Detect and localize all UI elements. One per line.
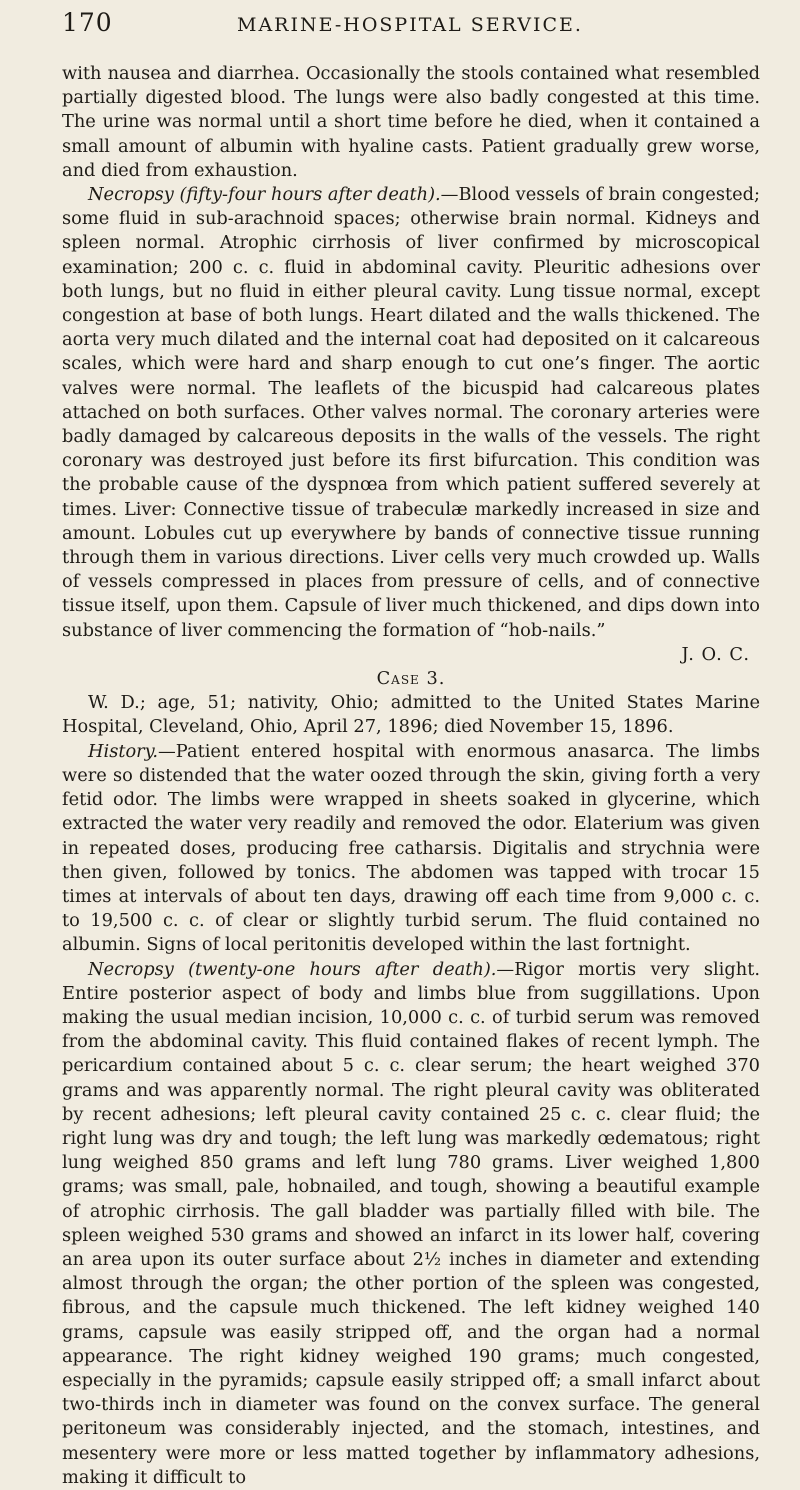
necropsy-label: Necropsy (twenty-one hours after death).: [88, 958, 497, 980]
running-title: MARINE-HOSPITAL SERVICE.: [237, 14, 583, 36]
page-body: [62, 62, 760, 1490]
necropsy-text: —Blood vessels of brain congested; some fluid in sub-arachnoid spaces; otherwise brain normal. Kidneys and spleen normal. Atrophic cirrhosis of liver confirmed by microscopical examination; 200 c. c. fluid in abdominal cavity. Pleuritic adhesions over both lungs, but no fluid in either pleural cavity. Lung tissue normal, except congestion at base of both lungs. Heart dilated and the walls thickened. The aorta very much dilated and the internal coat had deposited on it calcareous scales, which were hard and sharp enough to cut one’s finger. The aortic valves were normal. The leaflets of the bicuspid had calcareous plates attached on both surfaces. Other valves normal. The coronary arteries were badly damaged by calcareous deposits in the walls of the vessels. The right coronary was destroyed just before its first bifurcation. This condition was the probable cause of the dyspnœa from which patient suffered severely at times. Liver: Connective tissue of trabeculæ markedly increased in size and amount. Lobules cut up everywhere by bands of connective tissue running through them in various directions. Liver cells very much crowded up. Walls of vessels compressed in places from pressure of cells, and of connective tissue itself, upon them. Capsule of liver much thickened, and dips down into substance of liver commencing the formation of “hob-nails.”: [62, 184, 760, 641]
necropsy-text: —Rigor mortis very slight. Entire posterior aspect of body and limbs blue from suggillations. Upon making the usual median incision, 10,000 c. c. of turbid serum was removed from the abdominal cavity. This fluid contained flakes of recent lymph. The pericardium contained about 5 c. c. clear serum; the heart weighed 370 grams and was apparently normal. The right pleural cavity was obliterated by recent adhesions; left pleural cavity contained 25 c. c. clear fluid; the right lung was dry and tough; the left lung was markedly œdematous; right lung weighed 850 grams and left lung 780 grams. Liver weighed 1,800 grams; was small, pale, hobnailed, and tough, showing a beautiful example of atrophic cirrhosis. The gall bladder was partially filled with bile. The spleen weighed 530 grams and showed an infarct in its lower half, covering an area upon its outer surface about 2½ inches in diameter and extending almost through the organ; the other portion of the spleen was congested, fibrous, and the capsule much thickened. The left kidney weighed 140 grams, capsule was easily stripped off, and the organ had a normal appearance. The right kidney weighed 190 grams; much congested, especially in the pyramids; capsule easily stripped off; a small infarct about two-thirds inch in diameter was found on the convex surface. The general peritoneum was considerably injected, and the stomach, intestines, and mesentery were more or less matted together by inflammatory adhesions, making it difficult to: [62, 958, 760, 1488]
author-initials: J. O. C.: [681, 643, 750, 665]
paragraph-history: [62, 740, 760, 958]
page-header: [62, 8, 752, 37]
paragraph-patient-details: W. D.; age, 51; nativity, Ohio; admitted to the United States Marine Hospital, Cleveland, Ohio, April 27, 1896; died November 15, 1896.: [62, 692, 760, 738]
paragraph-necropsy-case-3: [62, 958, 760, 1490]
paragraph-necropsy-case-2: [62, 183, 760, 643]
paragraph-continuation: with nausea and diarrhea. Occasionally the stools contained what resembled partially digested blood. The lungs were also badly congested at this time. The urine was normal until a short time before he died, when it contained a small amount of albumin with hyaline casts. Patient gradually grew worse, and died from exhaustion.: [62, 63, 760, 181]
history-text: —Patient entered hospital with enormous anasarca. The limbs were so distended that the water oozed through the skin, giving forth a very fetid odor. The limbs were wrapped in sheets soaked in glycerine, which extracted the water very readily and removed the odor. Elaterium was given in repeated doses, producing free catharsis. Digitalis and strychnia were then given, followed by tonics. The abdomen was tapped with trocar 15 times at intervals of about ten days, drawing off each time from 9,000 c. c. to 19,500 c. c. of clear or slightly turbid serum. The fluid contained no albumin. Signs of local peritonitis developed within the last fortnight.: [62, 740, 760, 956]
page-number: 170: [62, 8, 113, 37]
history-label: History.: [88, 740, 159, 762]
necropsy-label: Necropsy (fifty-four hours after death).: [88, 184, 441, 206]
case-heading: Case 3.: [376, 668, 446, 690]
